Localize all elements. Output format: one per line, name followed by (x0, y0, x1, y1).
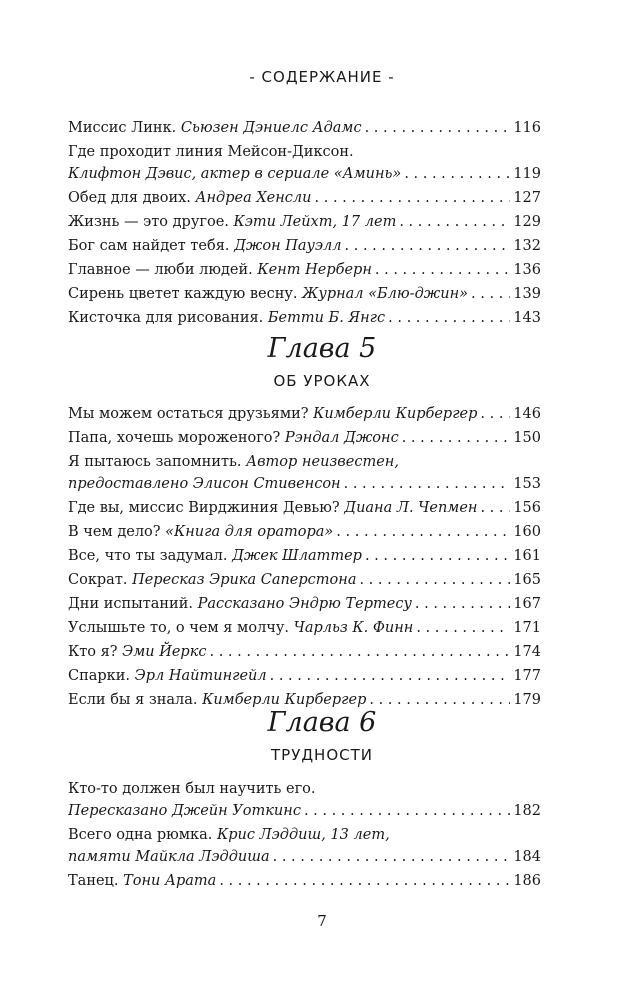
toc-entry-line (68, 235, 541, 257)
entry-author: Тони Арата (123, 873, 217, 889)
entry-page-number: 143 (513, 310, 541, 326)
toc-entry-line (68, 846, 541, 868)
leader-dots (402, 427, 511, 449)
leader-dots (365, 545, 510, 567)
toc-entry-text (68, 569, 356, 591)
chapter-6-title: Глава 6 (267, 707, 377, 738)
entry-page-number: 161 (513, 548, 541, 564)
toc-entry-text (68, 497, 477, 519)
entry-author: Автор неизвестен, (246, 454, 399, 470)
toc-entry (68, 569, 541, 591)
entry-title: Все, что ты задумал. (68, 548, 228, 564)
toc-entry (68, 870, 541, 892)
toc-entry (68, 778, 541, 822)
entry-author: Журнал «Блю-джин» (302, 286, 469, 302)
toc-entry (68, 187, 541, 209)
entry-page-number: 171 (513, 620, 541, 636)
entry-author: Сьюзен Дэниелс Адамс (180, 120, 362, 136)
entry-author: Джек Шлаттер (232, 548, 362, 564)
toc-entry (68, 617, 541, 639)
entry-page-number: 150 (513, 430, 541, 446)
leader-dots (359, 569, 510, 591)
leader-dots (375, 259, 510, 281)
entry-author: Кимберли Кирбергер (313, 406, 478, 422)
toc-entry-text (68, 665, 267, 687)
leader-dots (365, 117, 511, 139)
entry-title: Кто я? (68, 644, 118, 660)
entry-author: Чарльз К. Финн (293, 620, 414, 636)
toc-entry-text (68, 521, 333, 543)
entry-page-number: 165 (513, 572, 541, 588)
toc-entry-line (68, 545, 541, 567)
chapter-5-subtitle: ОБ УРОКАХ (273, 372, 371, 390)
leader-dots (270, 665, 511, 687)
toc-entry-text (68, 307, 385, 329)
toc-entry (68, 403, 541, 425)
toc-entry-line (68, 641, 541, 663)
leader-dots (415, 593, 510, 615)
entry-page-number: 129 (513, 214, 541, 230)
entry-author: Пересказано Джейн Уоткинс (68, 803, 301, 819)
leader-dots (471, 283, 510, 305)
entry-title: Если бы я знала. (68, 692, 198, 708)
leader-dots (345, 235, 511, 257)
toc-entry-line (68, 665, 541, 687)
toc-entry-line (68, 211, 541, 233)
entry-title: Мы можем остаться друзьями? (68, 406, 309, 422)
toc-entry (68, 307, 541, 329)
leader-dots (304, 800, 510, 822)
leader-dots (416, 617, 510, 639)
entry-author: Диана Л. Чепмен (344, 500, 478, 516)
entry-author: Клифтон Дэвис, актер в сериале «Аминь» (68, 166, 402, 182)
entry-page-number: 179 (513, 692, 541, 708)
toc-entry-text (68, 593, 412, 615)
toc-entry-line (68, 569, 541, 591)
toc-section-1 (68, 117, 541, 329)
entry-title: Спарки. (68, 668, 131, 684)
entry-author: Рассказано Эндрю Тертесу (197, 596, 412, 612)
entry-author: Кимберли Кирбергер (202, 692, 367, 708)
toc-entry-line (68, 870, 541, 892)
toc-entry-text (68, 824, 390, 846)
toc-entry-line (68, 800, 541, 822)
toc-entry-text (68, 187, 312, 209)
toc-section-3 (68, 778, 541, 892)
toc-entry (68, 283, 541, 305)
toc-entry (68, 211, 541, 233)
entry-title: Танец. (68, 873, 119, 889)
toc-entry (68, 521, 541, 543)
chapter-6-subtitle: ТРУДНОСТИ (270, 746, 373, 764)
toc-entry (68, 593, 541, 615)
entry-page-number: 184 (513, 849, 541, 865)
toc-entry-text (68, 846, 270, 868)
toc-entry (68, 117, 541, 139)
entry-page-number: 156 (513, 500, 541, 516)
toc-entry-text (68, 141, 354, 163)
toc-entry-text (68, 211, 396, 233)
entry-title: Кисточка для рисования. (68, 310, 264, 326)
entry-title: Папа, хочешь мороженого? (68, 430, 281, 446)
entry-page-number: 167 (513, 596, 541, 612)
toc-entry-line (68, 117, 541, 139)
leader-dots (388, 307, 510, 329)
toc-entry-text (68, 617, 413, 639)
leader-dots (480, 497, 510, 519)
toc-entry (68, 427, 541, 449)
toc-entry-line (68, 521, 541, 543)
entry-page-number: 139 (513, 286, 541, 302)
toc-entry-line (68, 259, 541, 281)
toc-entry (68, 451, 541, 495)
toc-entry-line (68, 451, 541, 473)
leader-dots (336, 521, 510, 543)
entry-author: Крис Лэддиш, 13 лет, (216, 827, 390, 843)
page-header: - СОДЕРЖАНИЕ - (249, 68, 395, 86)
entry-author: Андреа Хенсли (195, 190, 312, 206)
entry-page-number: 177 (513, 668, 541, 684)
toc-entry-text (68, 235, 342, 257)
toc-entry-text (68, 117, 362, 139)
leader-dots (404, 163, 510, 185)
toc-entry-line (68, 307, 541, 329)
entry-author: Рэндал Джонс (284, 430, 399, 446)
toc-entry (68, 141, 541, 185)
entry-author: «Книга для оратора» (165, 524, 334, 540)
toc-entry-line (68, 497, 541, 519)
toc-entry (68, 641, 541, 663)
entry-title: Жизнь — это другое. (68, 214, 229, 230)
leader-dots (480, 403, 510, 425)
toc-entry-text (68, 778, 316, 800)
entry-title: Обед для двоих. (68, 190, 191, 206)
leader-dots (209, 641, 510, 663)
toc-entry-text (68, 473, 341, 495)
toc-entry (68, 259, 541, 281)
toc-entry-text (68, 800, 301, 822)
toc-entry (68, 665, 541, 687)
entry-title: Где вы, миссис Вирджиния Девью? (68, 500, 340, 516)
toc-entry-line (68, 187, 541, 209)
entry-title: Я пытаюсь запомнить. (68, 454, 242, 470)
entry-title: В чем дело? (68, 524, 161, 540)
toc-entry-text (68, 427, 399, 449)
entry-author: Джон Пауэлл (234, 238, 342, 254)
entry-author: предоставлено Элисон Стивенсон (68, 476, 341, 492)
entry-page-number: 182 (513, 803, 541, 819)
entry-author: Пересказ Эрика Саперстона (132, 572, 357, 588)
chapter-5-title: Глава 5 (267, 333, 377, 364)
entry-author: Эми Йеркс (122, 644, 207, 660)
toc-entry-line (68, 593, 541, 615)
toc-entry-text (68, 870, 216, 892)
entry-page-number: 136 (513, 262, 541, 278)
leader-dots (219, 870, 510, 892)
toc-entry-line (68, 141, 541, 163)
toc-entry-line (68, 403, 541, 425)
entry-title: Бог сам найдет тебя. (68, 238, 230, 254)
entry-title: Услышьте то, о чем я молчу. (68, 620, 290, 636)
entry-page-number: 146 (513, 406, 541, 422)
toc-entry-text (68, 163, 401, 185)
entry-title: Миссис Линк. (68, 120, 177, 136)
toc-entry (68, 824, 541, 868)
toc-entry-text (68, 545, 362, 567)
entry-author: Эрл Найтингейл (134, 668, 267, 684)
toc-section-2 (68, 403, 541, 711)
toc-entry-line (68, 427, 541, 449)
entry-author: памяти Майкла Лэддиша (68, 849, 270, 865)
leader-dots (344, 473, 511, 495)
toc-entry-line (68, 824, 541, 846)
toc-entry-line (68, 778, 541, 800)
leader-dots (315, 187, 511, 209)
entry-page-number: 132 (513, 238, 541, 254)
toc-entry-text (68, 403, 477, 425)
toc-entry (68, 545, 541, 567)
toc-entry-line (68, 163, 541, 185)
toc-entry-text (68, 641, 206, 663)
toc-entry-line (68, 617, 541, 639)
entry-author: Кент Нерберн (257, 262, 372, 278)
entry-page-number: 127 (513, 190, 541, 206)
entry-title: Главное — люби людей. (68, 262, 253, 278)
entry-page-number: 174 (513, 644, 541, 660)
toc-entry (68, 235, 541, 257)
entry-page-number: 116 (513, 120, 541, 136)
entry-page-number: 160 (513, 524, 541, 540)
entry-author: Кэти Лейхт, 17 лет (233, 214, 397, 230)
entry-title: Сирень цветет каждую весну. (68, 286, 298, 302)
leader-dots (399, 211, 510, 233)
toc-entry-line (68, 473, 541, 495)
entry-title: Где проходит линия Мейсон-Диксон. (68, 144, 354, 160)
entry-page-number: 119 (513, 166, 541, 182)
entry-title: Дни испытаний. (68, 596, 193, 612)
entry-title: Всего одна рюмка. (68, 827, 213, 843)
entry-page-number: 153 (513, 476, 541, 492)
entry-title: Кто-то должен был научить его. (68, 781, 316, 797)
page-number: 7 (317, 912, 327, 930)
toc-entry-line (68, 283, 541, 305)
entry-page-number: 186 (513, 873, 541, 889)
entry-author: Бетти Б. Янгс (267, 310, 386, 326)
leader-dots (273, 846, 511, 868)
toc-entry-text (68, 259, 372, 281)
toc-entry-text (68, 283, 468, 305)
toc-entry-text (68, 451, 399, 473)
entry-title: Сократ. (68, 572, 128, 588)
toc-entry (68, 497, 541, 519)
